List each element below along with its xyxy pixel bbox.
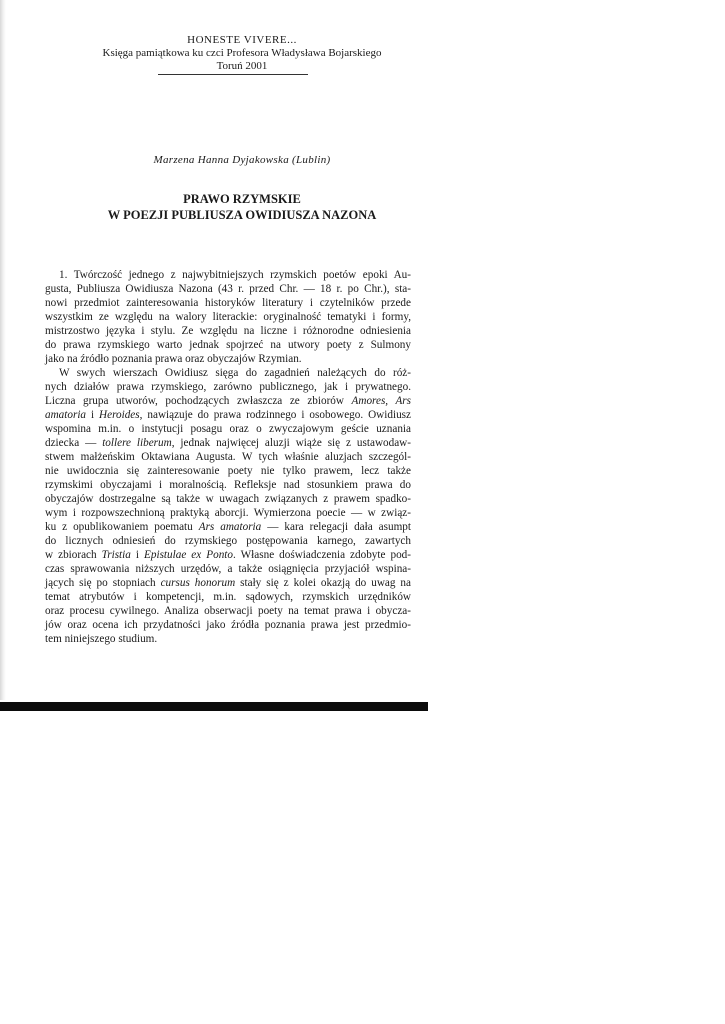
text-line: jako na źródło poznania prawa oraz obyczajów Rzymian. [45,353,302,365]
article-title-line-2: W POEZJI PUBLIUSZA OWIDIUSZA NAZONA [107,208,377,222]
scan-bottom-edge-bar [0,702,428,711]
work-title: Amores, Ars [351,395,411,407]
work-title: Ars amatoria [198,521,262,533]
text-line: do prawa rzymskiego warto jednak spojrzeć na utwory poety z Sulmony [45,339,411,351]
text-line: nowi przedmiot zainteresowania historyków literatury i czytelników przede [45,297,411,309]
latin-term: cursus honorum [160,577,236,589]
text-line: mistrzostwo języka i stylu. Ze względu na liczne i różnorodne odniesienia [45,325,411,337]
text-line: jących się po stopniach cursus honorum stały się z kolei okazją do uwag na [45,577,411,589]
text-line: nych działów prawa rzymskiego, zarówno publicznego, jak i prywatnego. [45,381,411,393]
text-line: do licznych odniesień do rzymskiego postępowania karnego, zawartych [45,535,411,547]
header-divider [158,74,308,75]
work-title: Tristia [101,549,131,561]
text-line: czas sprawowania niższych urzędów, a także osiągnięcia przyjaciół wspina- [45,563,411,575]
work-title: amatoria [45,409,87,421]
text-line: tem niniejszego studium. [45,633,158,645]
text-line: 1. Twórczość jednego z najwybitniejszych rzymskich poetów epoki Au- [59,269,411,281]
scan-edge-shadow [0,0,6,700]
article-title-line-1: PRAWO RZYMSKIE [183,192,301,206]
text-line: wszystkim ze względu na walory literackie: oryginalność tematyki i formy, [45,311,411,323]
text-line: w zbiorach Tristia i Epistulae ex Ponto. Własne doświadczenia zdobyte pod- [45,549,412,561]
text-line: gusta, Publiusza Owidiusza Nazona (43 r. przed Chr. — 18 r. po Chr.), sta- [45,283,411,295]
text-line: Liczna grupa utworów, pochodzących zwłaszcza ze zbiorów Amores, Ars [45,395,411,407]
work-title: Heroides [99,409,140,421]
text-line: amatoria i Heroides, nawiązuje do prawa rodzinnego i osobowego. Owidiusz [45,409,411,421]
text-line: obyczajów dostrzegalne są także w uwagach związanych z prawem spadko- [45,493,411,505]
text-line: nie uwidocznia się zainteresowanie poety nie tylko prawem, lecz także [45,465,411,477]
text-line: oraz procesu cywilnego. Analiza obserwacji poety na temat prawa i obycza- [45,605,411,617]
text-line: W swych wierszach Owidiusz sięga do zagadnień należących do róż- [59,367,411,379]
publication-place-year: Toruń 2001 [216,60,268,72]
book-series-title: HONESTE VIVERE... [187,34,297,46]
article-title [40,191,444,223]
article-author: Marzena Hanna Dyjakowska (Lublin) [153,154,331,166]
text-line: wym i rozpowszechnioną praktyką aborcji. Wymierzona poecie — w związ- [45,507,411,519]
text-line: jów oraz ocena ich przydatności jako źródła poznania prawa jest przedmio- [45,619,411,631]
text-line: wspomina m.in. o instytucji posagu oraz o zwyczajowym geście uznania [45,423,411,435]
text-line: stwem małżeńskim Oktawiana Augusta. W tych właśnie aluzjach szczegól- [45,451,411,463]
text-line: temat atrybutów i kompetencji, m.in. sądowych, rzymskich urzędników [45,591,411,603]
article-body [45,268,411,646]
book-header [60,34,424,73]
book-subtitle: Księga pamiątkowa ku czci Profesora Władysława Bojarskiego [102,47,382,59]
text-line: ku z opublikowaniem poematu Ars amatoria — kara relegacji dała asumpt [45,521,411,533]
text-line: dziecka — tollere liberum, jednak najwięcej aluzji wiąże się z ustawodaw- [45,437,411,449]
latin-term: tollere liberum [102,437,172,449]
work-title: Epistulae ex Ponto [144,549,233,561]
text-line: rzymskimi obyczajami i moralnością. Refleksje nad stosunkiem prawa do [45,479,411,491]
